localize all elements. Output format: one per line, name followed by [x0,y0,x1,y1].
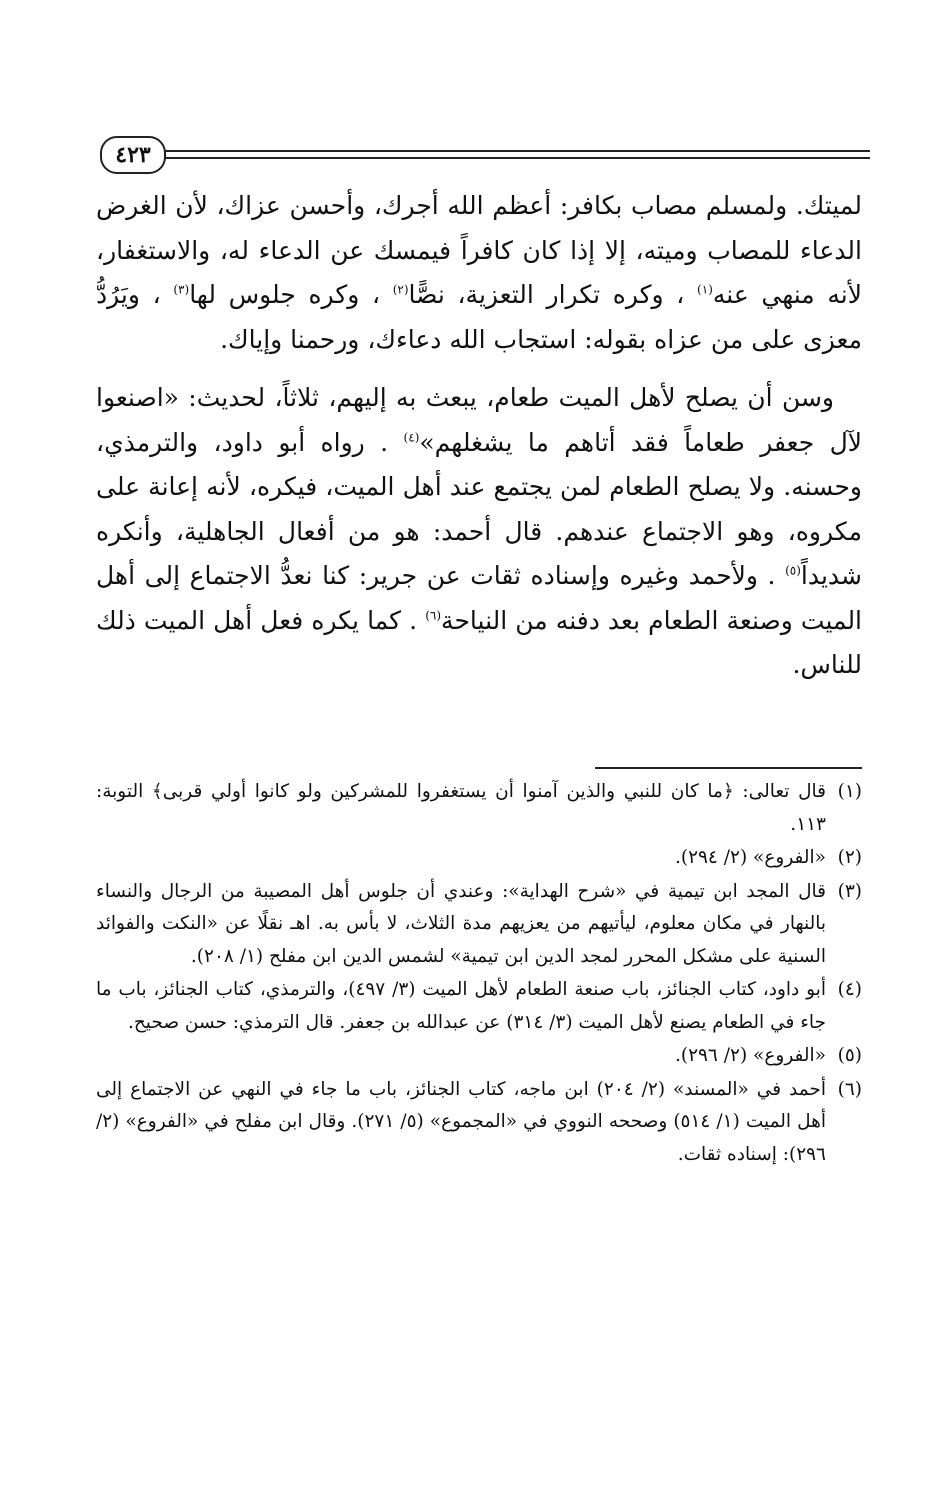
footnote-ref: (٤) [403,430,420,445]
footnote-number: (٥) [837,1045,862,1066]
footnote [96,974,862,1039]
footnote [96,776,862,841]
paragraph [96,184,862,362]
footnote-ref: (٣) [173,282,190,297]
footnote-number: (٢) [837,847,862,868]
footnote-number: (١) [837,781,862,802]
paragraph-text: لميتك. ولمسلم مصاب بكافر: أعظم الله أجرك، وأحسن عزاك، لأن الغرض الدعاء للمصاب وميته، إلا إذا كان كافراً فيمسك عن الدعاء له، والاستغفار، لأنه منهي عنه [96,191,862,309]
footnote-text: قال المجد ابن تيمية في «شرح الهداية»: وعندي أن جلوس أهل المصيبة من الرجال والنساء بالنهار في مكان معلوم، ليأتيهم من يعزيهم مدة الثلاث، لا بأس به. اهـ نقلًا عن «النكت والفوائد السنية على مشكل المحرر لمجد الدين ابن تيمية» لشمس الدين ابن مفلح (١/ ٢٠٨). [96,880,826,967]
footnote-divider [595,767,862,769]
footnote-number: (٤) [837,979,862,1000]
footnote [96,842,862,875]
footnote-text: قال تعالى: ﴿ما كان للنبي والذين آمنوا أن يستغفروا للمشركين ولو كانوا أولي قربى﴾ التوبة: ١١٣. [96,781,826,835]
footnote [96,1040,862,1073]
footnote [96,876,862,974]
header-rule [160,157,870,159]
paragraph [96,376,862,688]
paragraph-text: ، وكره تكرار التعزية، نصًّا [408,280,698,309]
page-header [100,136,870,176]
footnote-text: «الفروع» (٢/ ٢٩٦). [674,1045,826,1066]
paragraph-text: . رواه أبو داود، والترمذي، وحسنه. ولا يصلح الطعام لمن يجتمع عند أهل الميت، فيكره، لأنه إعانة على مكروه، وهو الاجتماع عندهم. قال أحمد: هو من أفعال الجاهلية، وأنكره شديداً [96,427,862,590]
paragraph-text: ، ويَرُدُّ معزى على من عزاه بقوله: استجاب الله دعاءك، ورحمنا وإياك. [96,280,862,354]
footnote-ref: (٢) [392,282,409,297]
paragraph-text: . ولأحمد وغيره وإسناده ثقات عن جرير: كنا نعدُّ الاجتماع إلى أهل الميت وصنعة الطعام بعد دفنه من النياحة [96,561,863,635]
footnote-text: أبو داود، كتاب الجنائز، باب صنعة الطعام لأهل الميت (٣/ ٤٩٧)، والترمذي، كتاب الجنائز، باب ما جاء في الطعام يصنع لأهل الميت (٣/ ٣١٤) عن عبدالله بن جعفر. قال الترمذي: حسن صحيح. [96,979,826,1033]
footnotes [96,776,862,1172]
paragraph-text: ، وكره جلوس لها [189,280,393,309]
footnote-text: أحمد في «المسند» (٢/ ٢٠٤) ابن ماجه، كتاب الجنائز، باب ما جاء في النهي عن الاجتماع إلى أهل الميت (١/ ٥١٤) وصححه النووي في «المجموع» (٥/ ٢٧١). وقال ابن مفلح في «الفروع» (٢/ ٢٩٦): إسناده ثقات. [96,1078,826,1165]
paragraph-text: . كما يكره فعل أهل الميت ذلك للناس. [96,605,862,679]
footnote [96,1074,862,1172]
footnote-number: (٦) [837,1078,862,1100]
main-text [96,184,862,688]
footnote-ref: (٥) [785,563,801,578]
footnote-number: (٣) [837,880,862,902]
footnote-text: «الفروع» (٢/ ٢٩٤). [674,847,826,868]
footnote-ref: (١) [697,282,713,297]
page-number: ٤٢٣ [100,136,166,174]
header-rule [160,150,870,152]
footnote-ref: (٦) [425,608,442,623]
paragraph-text: وسن أن يصلح لأهل الميت طعام، يبعث به إليهم، ثلاثاً، لحديث: «اصنعوا لآل جعفر طعاماً فقد أتاهم ما يشغلهم» [96,383,862,457]
